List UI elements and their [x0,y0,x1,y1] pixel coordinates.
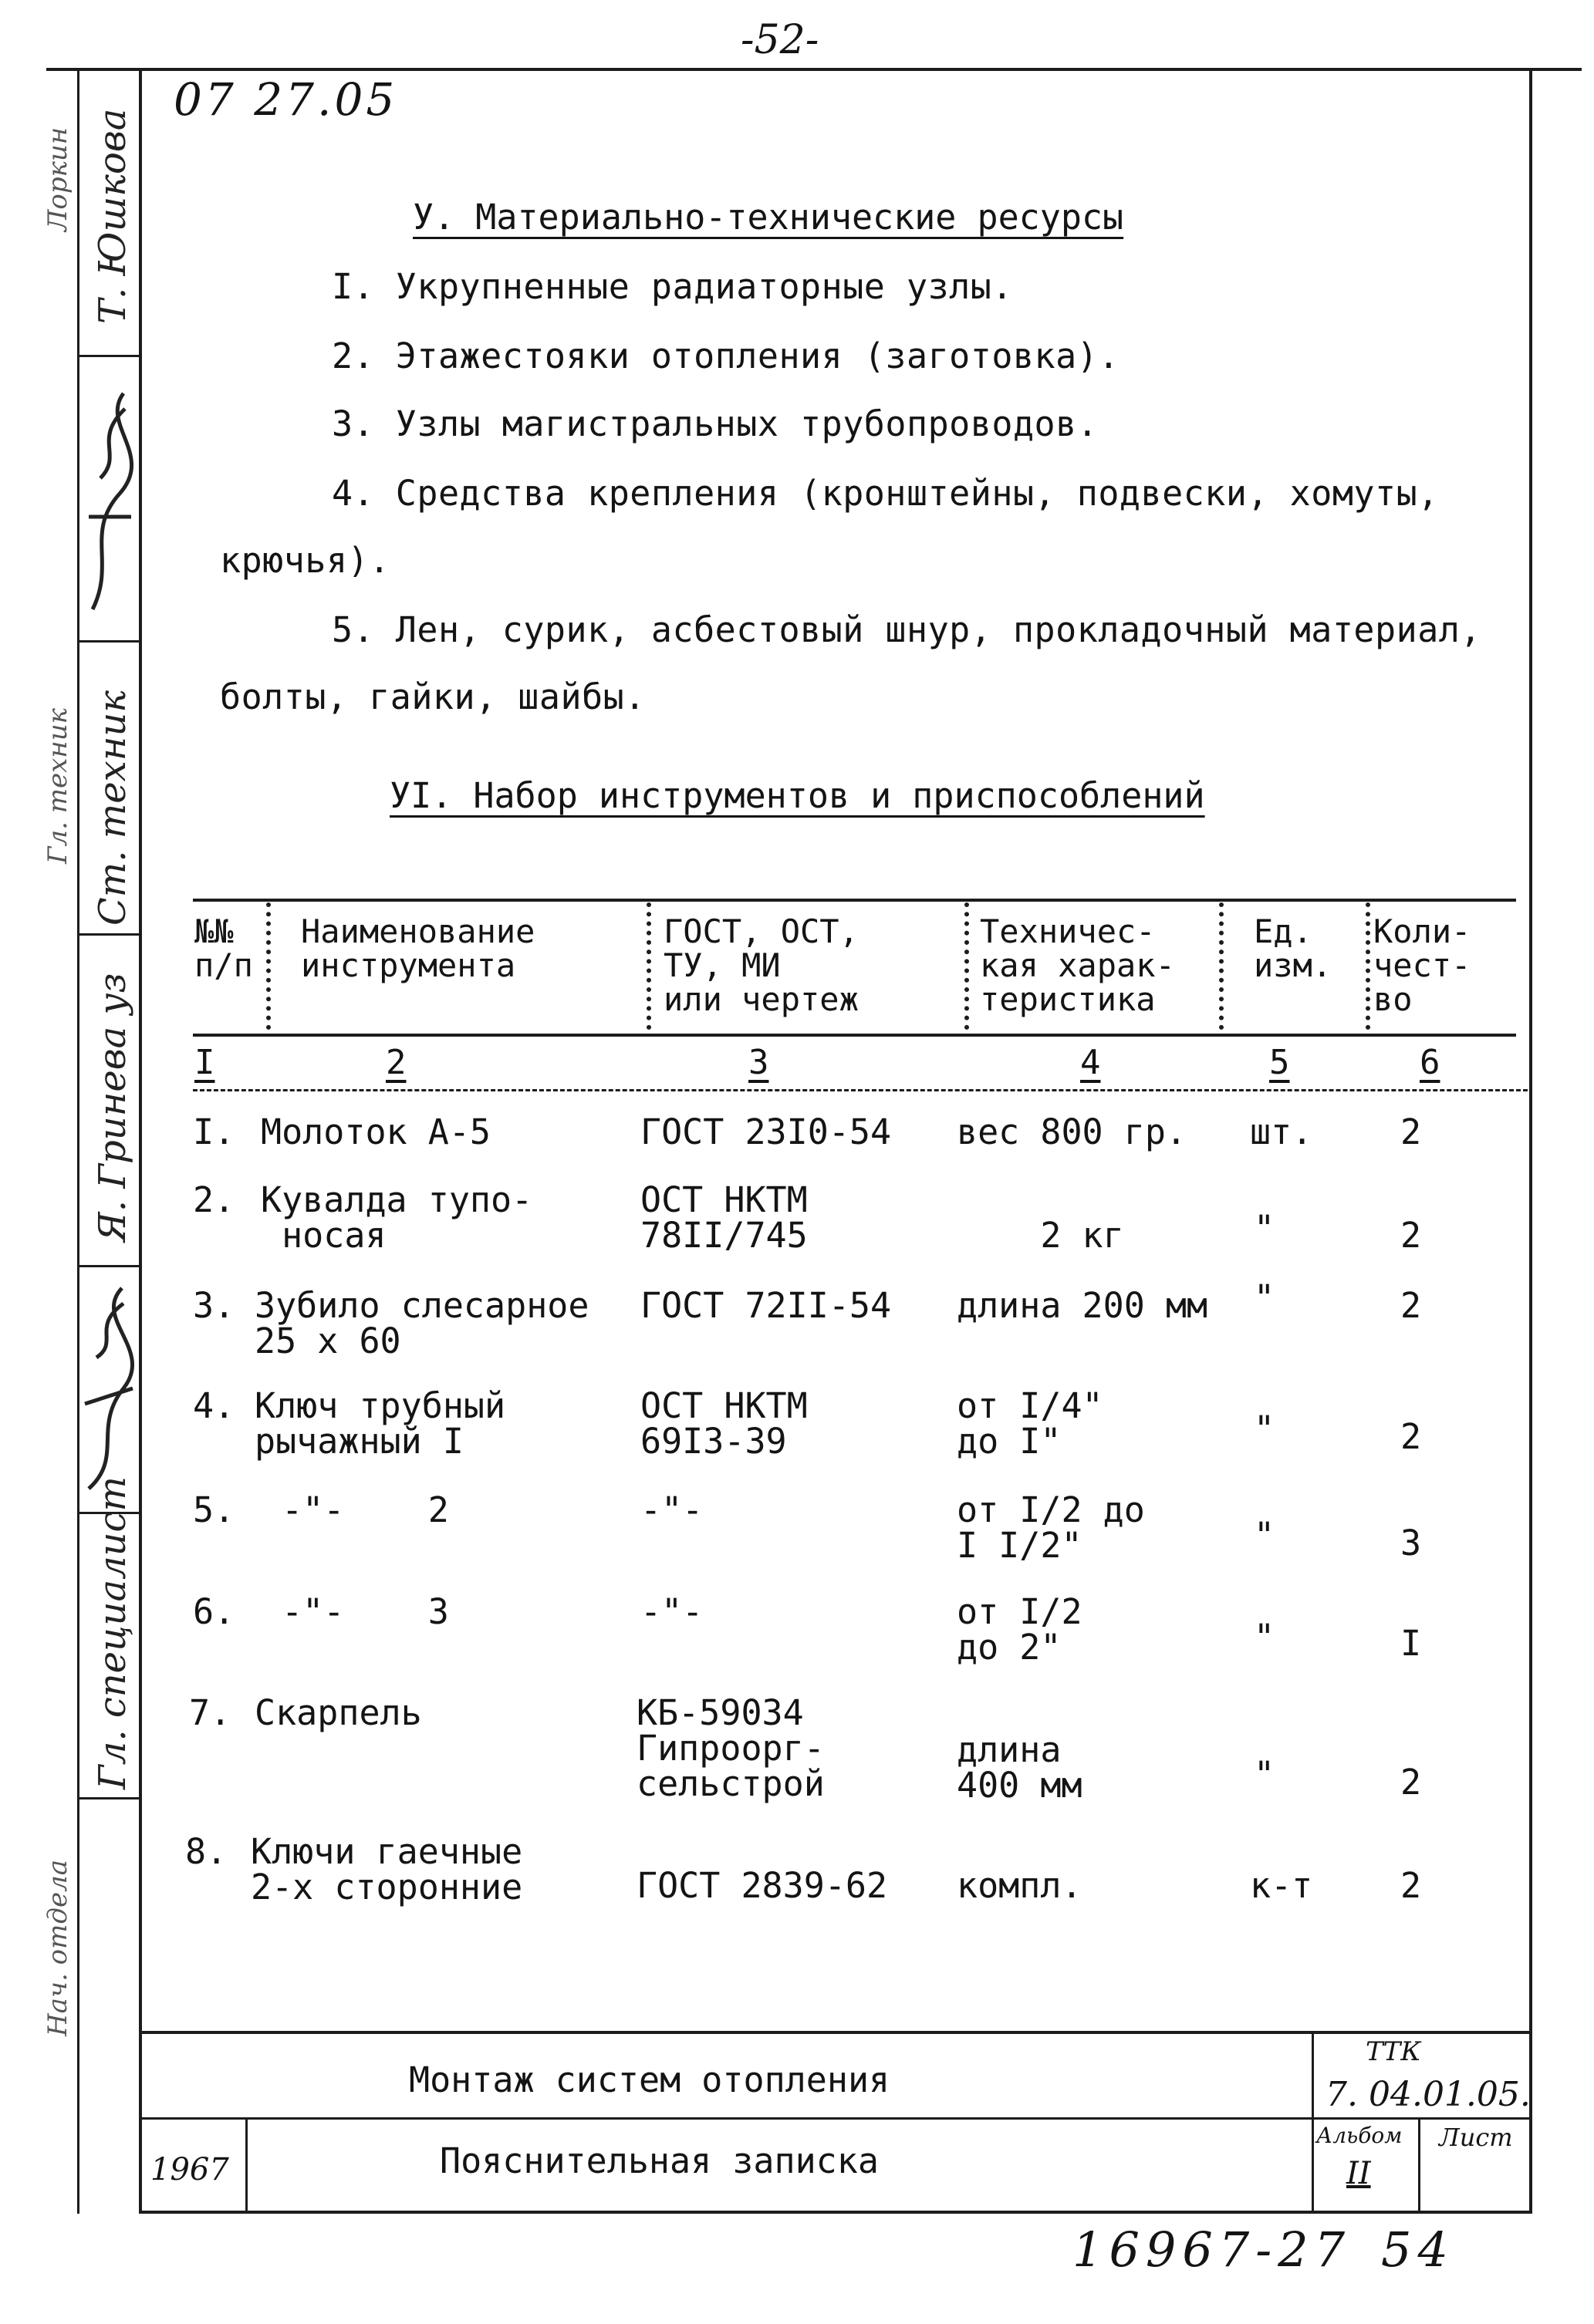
column-number: 3 [748,1043,769,1082]
stamp-album-value: II [1346,2156,1371,2191]
tool-quantity: 2 [1400,1865,1422,1906]
tool-name: Ключи гаечные 2-х сторонние [251,1831,523,1907]
column-separator [647,902,651,1030]
tool-quantity: 2 [1400,1285,1422,1326]
title-block-vline [245,2117,248,2214]
title-block-divider [139,2117,1532,2120]
table-header-number: №№ п/п [194,912,253,984]
stamp-ttk-code: 7. 04.01.05. [1326,2075,1531,2114]
sidebar-divider [77,1797,139,1799]
sidebar-label: Гл. специалист [91,1476,134,1789]
page-number: -52- [741,17,819,63]
tool-unit: " [1254,1617,1275,1658]
sidebar-label: Ст. техник [91,690,134,926]
column-number: 6 [1420,1043,1440,1082]
resource-item: I. Укрупненные радиаторные узлы. [332,266,1013,307]
column-number: 4 [1080,1043,1101,1082]
tool-specification: длина 400 мм [957,1729,1082,1806]
section5-title: У. Материально-технические ресурсы [413,197,1124,238]
table-header-unit: Ед. изм. [1254,912,1332,984]
row-number: 8. [185,1831,228,1872]
column-number: I [194,1043,215,1082]
tool-name: Кувалда тупо- носая [261,1179,533,1256]
tool-unit: " [1254,1515,1275,1556]
sidebar-label: Т. Юшкова [91,108,134,324]
tool-quantity: 3 [1400,1523,1422,1563]
row-number: I. [193,1111,235,1152]
outer-sidebar-label: Гл. техник [42,708,73,864]
tool-name: -"- 2 [261,1489,449,1530]
tool-specification: от I/2 до 2" [957,1591,1082,1668]
resource-item: 2. Этажестояки отопления (заготовка). [332,336,1120,376]
tool-standard: ГОСТ 2839-62 [637,1865,888,1906]
table-header-name: Наименование инструмента [301,912,535,984]
title-block-vline [1418,2117,1420,2214]
row-number: 2. [193,1179,235,1220]
stamp-title: Монтаж систем отопления [409,2059,890,2100]
tool-unit: к-т [1250,1865,1313,1906]
tool-specification: 2 кг [957,1215,1124,1256]
tool-standard: -"- [640,1489,704,1530]
column-separator [964,902,969,1030]
tool-name: Зубило слесарное 25 х 60 [255,1285,589,1361]
tool-name: Ключ трубный рычажный I [255,1385,506,1462]
resource-item: 4. Средства крепления (кронштейны, подвески, хомуты, [332,473,1439,514]
document-code: 07 27.05 [174,73,398,126]
row-number: 4. [193,1385,235,1426]
table-header-standard: ГОСТ, ОСТ, ТУ, МИ или чертеж [664,912,859,1018]
stamp-album-label: Альбом [1316,2123,1403,2148]
stamp-ttk-label: ТТК [1366,2036,1421,2067]
tool-name: Молоток А-5 [261,1111,491,1152]
column-number: 5 [1269,1043,1290,1082]
sidebar-divider [77,933,139,936]
row-number: 6. [193,1591,235,1632]
tool-standard: КБ-59034 Гипроорг- сельстрой [637,1692,825,1804]
column-separator [1219,902,1224,1030]
tool-specification: от I/4" до I" [957,1385,1103,1462]
table-header-specification: Техничес- кая харак- теристика [980,912,1175,1018]
signature-image [77,363,139,625]
column-separator [266,902,271,1030]
tool-standard: ГОСТ 72II-54 [640,1285,892,1326]
tool-quantity: I [1400,1623,1422,1664]
sidebar-divider [77,640,139,643]
title-block-vline [1312,2031,1314,2214]
tool-quantity: 2 [1400,1416,1422,1457]
table-header-quantity: Коли- чест- во [1373,912,1471,1018]
section6-title: УI. Набор инструментов и приспособлений [390,775,1205,816]
tool-specification: вес 800 гр. [957,1111,1187,1152]
tool-quantity: 2 [1400,1215,1422,1256]
tool-unit: шт. [1250,1111,1313,1152]
row-number: 5. [193,1489,235,1530]
tool-unit: " [1254,1208,1275,1249]
tool-specification: от I/2 до I I/2" [957,1489,1145,1566]
stamp-sheet-label: Лист [1439,2123,1513,2152]
tool-quantity: 2 [1400,1111,1422,1152]
table-header-rule [193,1034,1516,1037]
tool-standard: ОСТ НКТМ 78II/745 [640,1179,808,1256]
resource-item: 3. Узлы магистральных трубопроводов. [332,403,1099,444]
tool-specification: компл. [957,1865,1082,1906]
resource-item-continuation: крючья). [220,540,390,581]
tool-quantity: 2 [1400,1762,1422,1803]
tool-name: -"- 3 [261,1591,449,1632]
resource-item: 5. Лен, сурик, асбестовый шнур, прокладочный материал, [332,609,1481,650]
stamp-subtitle: Пояснительная записка [440,2140,879,2181]
row-number: 3. [193,1285,235,1326]
footer-number: 16967-27 [1072,2221,1352,2278]
table-top-rule [193,899,1516,902]
signature-image [77,1273,139,1504]
tool-specification: длина 200 мм [957,1285,1208,1326]
tool-standard: -"- [640,1591,704,1632]
column-number: 2 [386,1043,407,1082]
footer-sheet: 54 [1381,2221,1454,2278]
tool-name: Скарпель [255,1692,422,1733]
tool-unit: " [1254,1754,1275,1795]
row-number: 7. [189,1692,231,1733]
outer-sidebar-label: Нач. отдела [42,1860,73,2036]
sidebar-divider [77,355,139,357]
stamp-year: 1967 [150,2152,229,2187]
column-separator [1366,902,1370,1030]
tool-standard: ОСТ НКТМ 69I3-39 [640,1385,808,1462]
sidebar-label: Я. Гринева уз [91,973,134,1242]
column-number-rule [193,1089,1528,1091]
resource-item-continuation: болты, гайки, шайбы. [220,676,646,717]
sidebar-divider [77,1265,139,1267]
tool-unit: " [1254,1277,1275,1318]
outer-sidebar-label: Лоркин [42,126,73,231]
tool-standard: ГОСТ 23I0-54 [640,1111,892,1152]
tool-unit: " [1254,1408,1275,1449]
